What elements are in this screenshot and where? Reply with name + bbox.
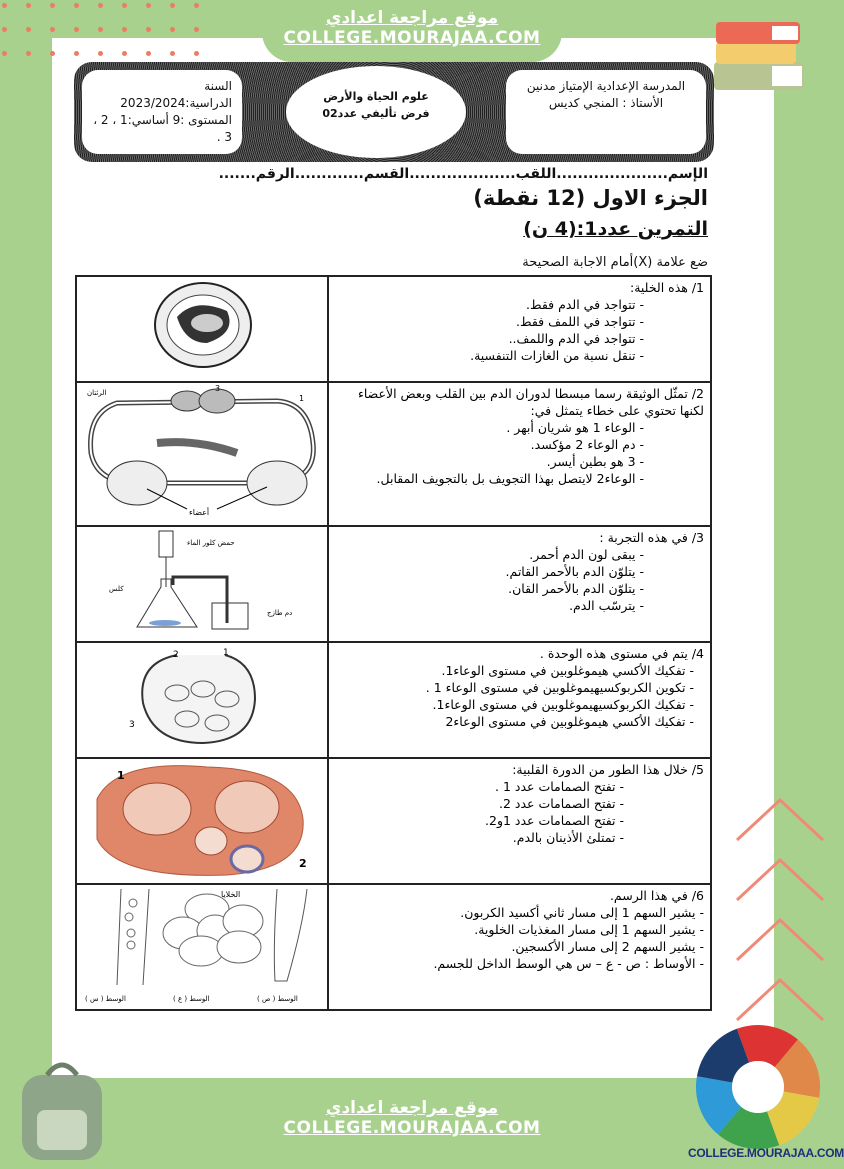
figure-cell [76, 758, 328, 884]
dot [194, 51, 199, 56]
label-3: 3 [129, 720, 135, 730]
acid-label: حمض كلور الماء [187, 539, 235, 547]
answer-option[interactable]: - 3 هو بطين أيسر. [546, 454, 644, 469]
dot [74, 51, 79, 56]
dot [50, 51, 55, 56]
dot [146, 27, 151, 32]
questions-table [75, 275, 712, 1011]
medium-a-label: الوسط ( ع ) [173, 995, 210, 1003]
chalk-label: كلس [109, 585, 124, 593]
dot [146, 51, 151, 56]
dot [98, 51, 103, 56]
figure-cell [76, 276, 328, 382]
answer-option[interactable]: - تتواجد في اللمف فقط. [516, 314, 644, 329]
medium-sad-label: الوسط ( ص ) [257, 995, 298, 1003]
experiment-diagram [77, 527, 327, 637]
site-url[interactable]: COLLEGE.MOURAJAA.COM [283, 1118, 541, 1138]
blood-label: دم طازج [267, 609, 293, 617]
dot [26, 51, 31, 56]
exam-header [74, 62, 714, 162]
dot [122, 51, 127, 56]
dot [2, 27, 7, 32]
figure-cell [76, 526, 328, 642]
dot [170, 27, 175, 32]
answer-option[interactable]: - تكوين الكربوكسيهيموغلوبين في مستوى الوعاء 1 . [425, 680, 694, 695]
dot [146, 3, 151, 8]
label-1: 1 [299, 394, 305, 403]
question-row [76, 758, 711, 884]
question-6 [328, 884, 711, 1010]
dot [2, 3, 7, 8]
backpack-icon [12, 1055, 112, 1165]
level: المستوى :9 أساسي:1 ، 2 ، 3 . [93, 113, 232, 144]
dot [26, 3, 31, 8]
dot [122, 3, 127, 8]
question-row [76, 526, 711, 642]
dot [194, 27, 199, 32]
subject: علوم الحياة والأرض [323, 90, 429, 103]
answer-option[interactable]: - يترسّب الدم. [569, 598, 644, 613]
heart-valves-image [77, 759, 327, 879]
label-2: 2 [173, 650, 179, 660]
student-info-line[interactable]: الإسم.....................اللقب....................القسم.............الرقم....... [218, 166, 708, 182]
dot [170, 3, 175, 8]
answer-option[interactable]: - يشير السهم 2 إلى مسار الأكسجين. [511, 939, 704, 954]
decorative-dots [0, 0, 200, 60]
answer-option[interactable]: - يشير السهم 1 إلى مسار ثاني أكسيد الكربون. [460, 905, 704, 920]
answer-option[interactable]: - تنقل نسبة من الغازات التنفسية. [470, 348, 644, 363]
answer-option[interactable]: - تفتح الصمامات عدد 1و2. [485, 813, 624, 828]
question-5 [328, 758, 711, 884]
answer-option[interactable]: - تفكيك الأكسي هيموغلوبين في مستوى الوعاء1. [441, 663, 694, 678]
answer-option[interactable]: - الوعاء2 لايتصل بهذا التجويف بل بالتجويف المقابل. [376, 471, 644, 486]
part-title: الجزء الاول (12 نقطة) [473, 186, 708, 210]
dot [122, 27, 127, 32]
question-1 [328, 276, 711, 382]
school-year: السنة الدراسية:2023/2024 [120, 79, 232, 110]
question-stem: 1/ هذه الخلية: [630, 280, 704, 295]
label-2: 2 [299, 857, 307, 870]
answer-option[interactable]: - يتلوّن الدم بالأحمر القاتم. [505, 564, 644, 579]
school-name: المدرسة الإعدادية الإمتياز مدنين [526, 79, 686, 93]
exercise-title: التمرين عدد1:(4 ن) [523, 218, 708, 240]
answer-option[interactable]: - تفكيك الأكسي هيموغلوبين في مستوى الوعاء2 [445, 714, 694, 729]
question-row [76, 276, 711, 382]
chevron-decoration-icon [735, 790, 825, 1020]
dot [74, 27, 79, 32]
answer-option[interactable]: - تفتح الصمامات عدد 1 . [495, 779, 624, 794]
figure-cell [76, 642, 328, 758]
body-media-diagram [77, 885, 327, 1005]
answer-option[interactable]: - يبقى لون الدم أحمر. [529, 547, 644, 562]
circulation-diagram [77, 383, 327, 521]
dot [194, 3, 199, 8]
site-url[interactable]: COLLEGE.MOURAJAA.COM [283, 28, 541, 48]
answer-option[interactable]: - تتواجد في الدم واللمف.. [508, 331, 644, 346]
lungs-label: الرئتان [87, 389, 107, 397]
answer-option[interactable]: - دم الوعاء 2 مؤكسد. [530, 437, 644, 452]
cells-label: الخلايا [221, 890, 241, 899]
top-site-banner[interactable] [262, 0, 562, 62]
year-box [82, 70, 242, 154]
question-stem: 2/ تمثّل الوثيقة رسما مبسطا لدوران الدم بين القلب وبعض الأعضاء لكنها تحتوي على خطاء يتمثل في: [358, 386, 704, 418]
site-name: موقع مراجعة اعدادي [325, 8, 499, 28]
question-4 [328, 642, 711, 758]
site-name: موقع مراجعة اعدادي [325, 1098, 499, 1118]
question-row [76, 884, 711, 1010]
question-row [76, 642, 711, 758]
site-logo-icon [693, 1022, 823, 1152]
subject-oval [286, 66, 466, 158]
dot [170, 51, 175, 56]
answer-option[interactable]: - تمتلئ الأذينان بالدم. [512, 830, 624, 845]
figure-cell [76, 382, 328, 526]
dot [98, 3, 103, 8]
books-icon [702, 14, 812, 94]
teacher-name: الأستاذ : المنجي كديس [548, 96, 664, 110]
answer-option[interactable]: - يتلوّن الدم بالأحمر القان. [508, 581, 644, 596]
answer-option[interactable]: - الأوساط : ص - ع – س هي الوسط الداخل للجسم. [433, 956, 704, 971]
logo-text: COLLEGE.MOURAJAA.COM [688, 1146, 844, 1160]
capillary-unit-diagram [77, 643, 327, 753]
blood-cell-image [77, 277, 327, 377]
figure-cell [76, 884, 328, 1010]
answer-option[interactable]: - الوعاء 1 هو شريان أبهر . [506, 420, 644, 435]
question-stem: 5/ خلال هذا الطور من الدورة القلبية: [512, 762, 704, 777]
label-3: 3 [215, 384, 221, 393]
answer-option[interactable]: - تفتح الصمامات عدد 2. [499, 796, 624, 811]
label-1: 1 [117, 769, 125, 782]
bottom-site-banner[interactable] [262, 1080, 562, 1169]
question-row [76, 382, 711, 526]
question-stem: 4/ يتم في مستوى هذه الوحدة . [539, 646, 704, 661]
dot [26, 27, 31, 32]
label-1: 1 [223, 648, 229, 658]
dot [74, 3, 79, 8]
question-3 [328, 526, 711, 642]
instruction: ضع علامة (X)أمام الاجابة الصحيحة [522, 255, 708, 270]
answer-option[interactable]: - تتواجد في الدم فقط. [526, 297, 644, 312]
dot [50, 27, 55, 32]
question-stem: 6/ في هذا الرسم. [609, 888, 704, 903]
medium-s-label: الوسط ( س ) [85, 995, 126, 1003]
organs-label: أعضاء [189, 508, 210, 517]
dot [98, 27, 103, 32]
dot [2, 51, 7, 56]
dot [50, 3, 55, 8]
school-box [506, 70, 706, 154]
exam-name: فرض تأليفي عدد02 [322, 107, 430, 120]
answer-option[interactable]: - يشير السهم 1 إلى مسار المغذيات الخلوية. [474, 922, 704, 937]
question-2 [328, 382, 711, 526]
question-stem: 3/ في هذه التجربة : [599, 530, 704, 545]
answer-option[interactable]: - تفكيك الكربوكسيهيموغلوبين في مستوى الوعاء1. [432, 697, 694, 712]
